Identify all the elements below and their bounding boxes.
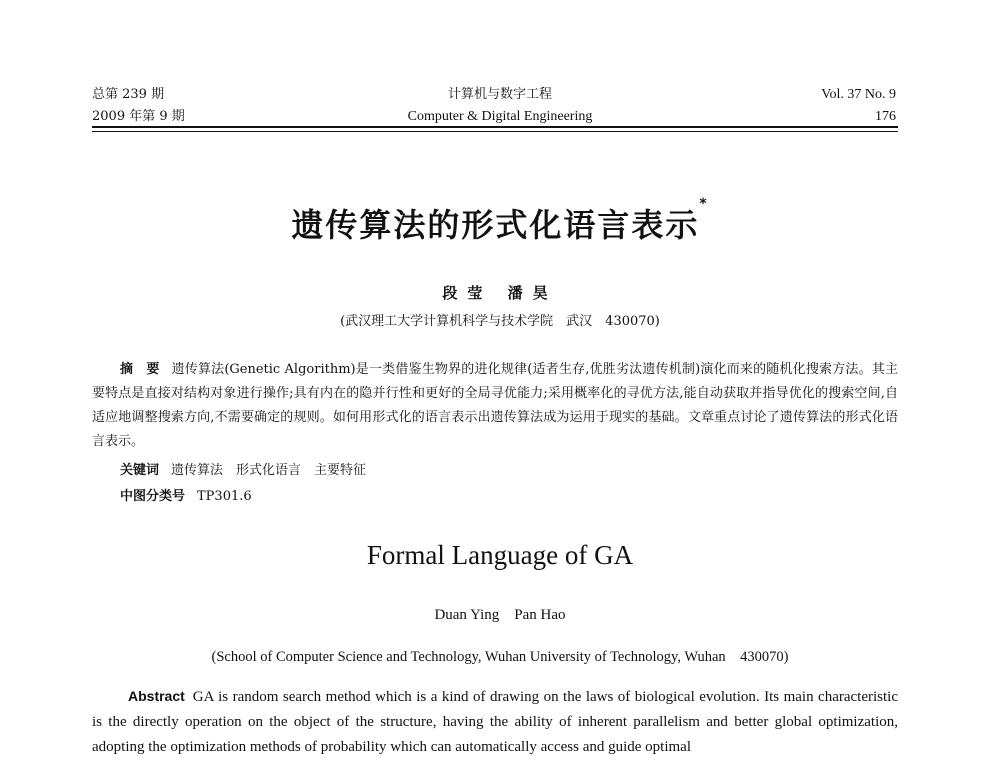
abstract-cn-text: 遗传算法(Genetic Algorithm)是一类借鉴生物界的进化规律(适者生存,优胜劣汰遗传机制)演化而来的随机化搜索方法。其主要特点是直接对结构对象进行操作;具有内在的隐并行性和更好的全局寻优能力;采用概率化的寻优方法,能自动获取并指导优化的搜索空间,自适应地调整搜索方向,不需要确定的规则。如何用形式化的语言表示出遗传算法成为运用于现实的基础。文章重点讨论了遗传算法的形式化语言表示。: [92, 362, 898, 449]
paper-title-cn: [0, 196, 1000, 246]
paper-title-en: Formal Language of GA: [366, 540, 634, 570]
year-issue: 2009 年第 9 期: [92, 109, 185, 124]
classification-label: 中图分类号: [120, 489, 186, 504]
abstract-en: [92, 684, 898, 760]
volume-number: Vol. 37 No. 9: [821, 87, 896, 102]
page-number: 176: [875, 109, 896, 124]
title-footnote-mark: *: [699, 196, 709, 212]
header-rule-thick: [92, 126, 898, 128]
abstract-cn-label: 摘 要: [120, 362, 160, 377]
paper-title-cn-text: 遗传算法的形式化语言表示: [291, 206, 700, 244]
total-issue: 总第 239 期: [92, 87, 165, 102]
affiliation-en: (School of Computer Science and Technology, Wuhan University of Technology, Wuhan 430070): [211, 649, 789, 665]
affiliation-cn: (武汉理工大学计算机科学与技术学院 武汉 430070): [340, 314, 660, 329]
classification-value: TP301.6: [197, 489, 252, 504]
journal-name: [300, 84, 700, 128]
abstract-en-text: GA is random search method which is a kind of drawing on the laws of biological evolution. Its main characteristic is the directly operation on the object of the structure, having the ability of inherent parallelism and better global optimization, adopting the optimization methods of probability which can automatically access and guide optimal: [92, 689, 898, 755]
header-rule-thin: [92, 131, 898, 132]
authors-en: Duan Ying Pan Hao: [434, 607, 566, 623]
journal-name-en: Computer & Digital Engineering: [407, 109, 593, 124]
abstract-cn: [92, 358, 898, 454]
volume-info: [821, 84, 896, 128]
keywords-text: 遗传算法 形式化语言 主要特征: [171, 463, 367, 478]
keywords-label: 关键词: [120, 463, 160, 478]
authors-cn: 段莹 潘昊: [442, 284, 558, 302]
journal-issue-info: [92, 84, 185, 128]
keywords-cn: [120, 460, 366, 482]
classification-number: [120, 486, 252, 508]
abstract-en-label: Abstract: [128, 688, 185, 704]
journal-name-cn: 计算机与数字工程: [447, 87, 552, 102]
